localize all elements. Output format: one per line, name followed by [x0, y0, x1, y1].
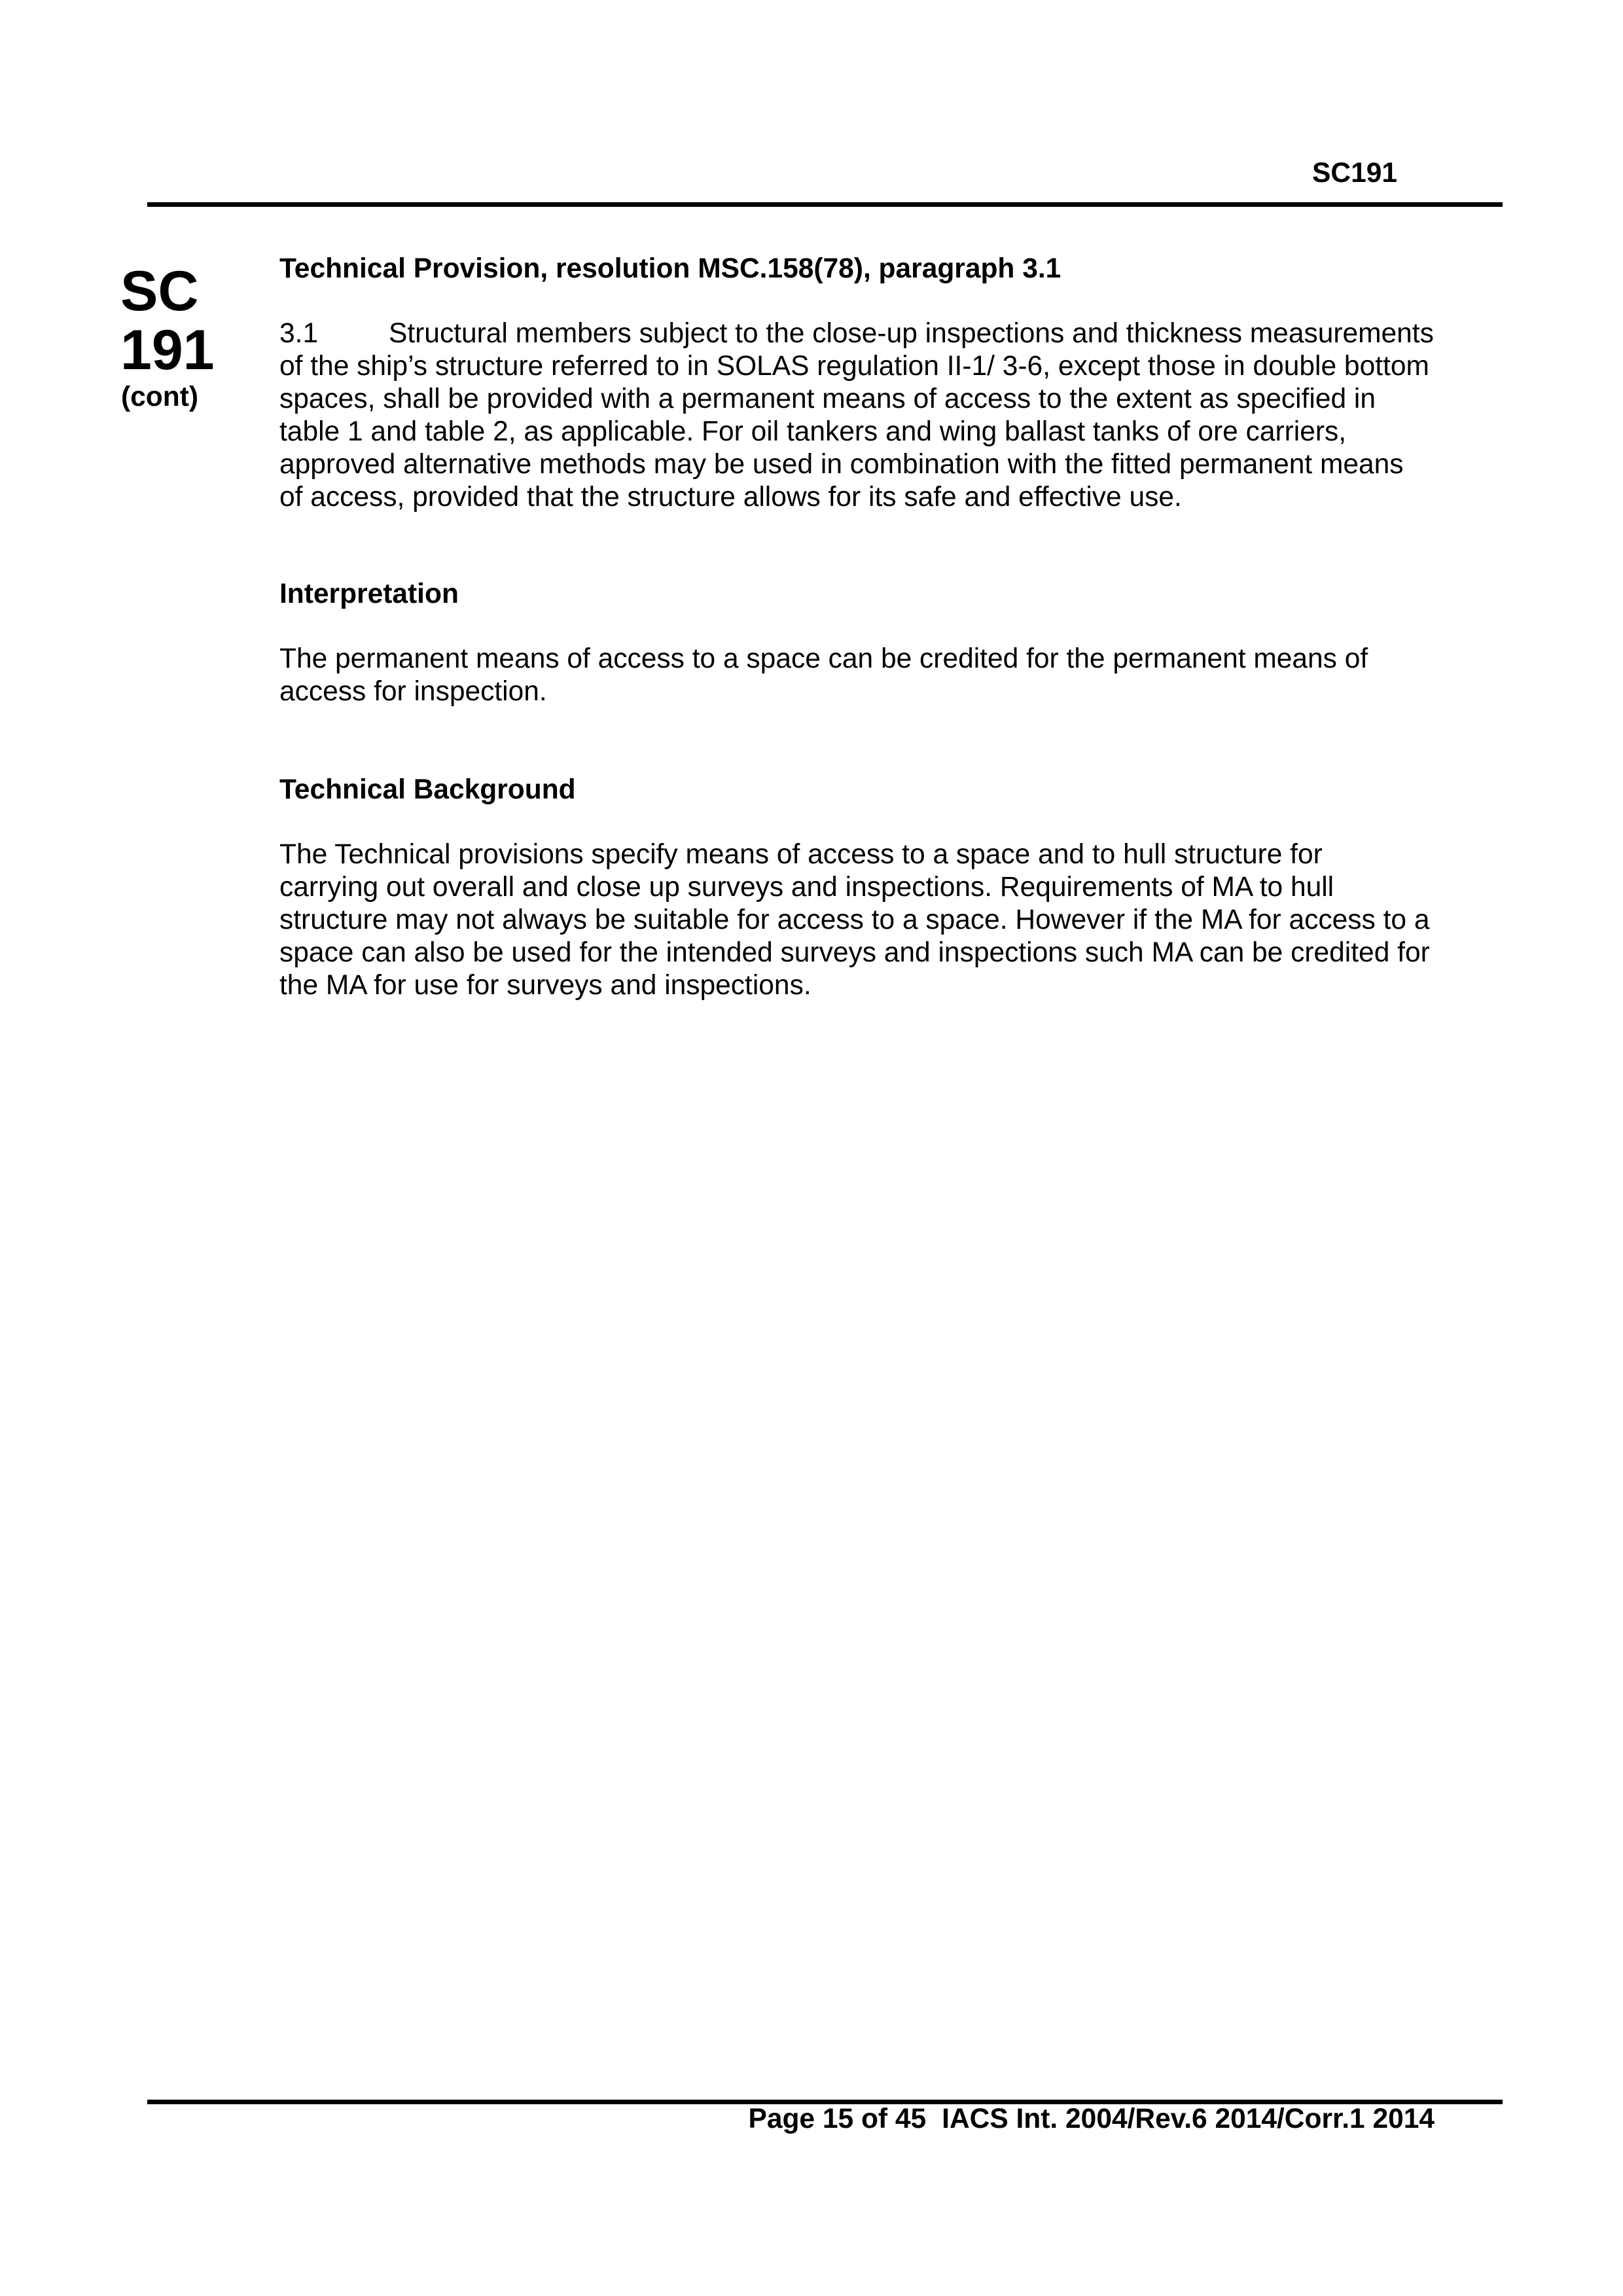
- paragraph-line: spaces, shall be provided with a permanent means of access to the extent as specified in: [279, 384, 1376, 414]
- margin-code-prefix: SC: [120, 260, 199, 323]
- paragraph-3-1: [279, 317, 1457, 514]
- section-technical-provision: [279, 253, 1457, 285]
- paragraph-first-line: [279, 317, 1457, 350]
- footer-page-number: Page 15 of 45: [748, 2104, 927, 2134]
- paragraph-line: structure may not always be suitable for access to a space. However if the MA for access to a: [279, 905, 1430, 935]
- section-technical-background: [279, 774, 1457, 806]
- paragraph-line: space can also be used for the intended surveys and inspections such MA can be credited for: [279, 937, 1430, 968]
- paragraph-line: The permanent means of access to a space can be credited for the permanent means of: [279, 643, 1368, 674]
- technical-background-paragraph: [279, 838, 1457, 1002]
- paragraph-line: the MA for use for surveys and inspections.: [279, 970, 812, 1001]
- section-heading: Technical Background: [279, 774, 576, 805]
- paragraph-line: approved alternative methods may be used in combination with the fitted permanent means: [279, 449, 1404, 480]
- interpretation-paragraph: [279, 643, 1457, 708]
- section-interpretation: [279, 578, 1457, 611]
- paragraph-line: access for inspection.: [279, 676, 547, 707]
- section-heading: Technical Provision, resolution MSC.158(78), paragraph 3.1: [279, 253, 1061, 284]
- section-heading: Interpretation: [279, 579, 459, 609]
- paragraph-line: table 1 and table 2, as applicable. For oil tankers and wing ballast tanks of ore carriers,: [279, 416, 1347, 447]
- paragraph-line: Structural members subject to the close-up inspections and thickness measurements: [389, 318, 1434, 349]
- header-document-code: SC191: [1312, 158, 1397, 188]
- header-rule: [147, 202, 1503, 207]
- paragraph-line: The Technical provisions specify means of access to a space and to hull structure for: [279, 839, 1323, 870]
- margin-continued-label: (cont): [121, 382, 199, 412]
- paragraph-number: 3.1: [279, 318, 319, 349]
- paragraph-line: carrying out overall and close up surveys and inspections. Requirements of MA to hull: [279, 872, 1334, 903]
- paragraph-line: of the ship’s structure referred to in SOLAS regulation II-1/ 3-6, except those in double bottom: [279, 351, 1429, 382]
- footer-document-reference: IACS Int. 2004/Rev.6 2014/Corr.1 2014: [942, 2104, 1435, 2134]
- page-footer: [748, 2103, 1435, 2136]
- margin-code-number: 191: [120, 319, 215, 382]
- paragraph-line: of access, provided that the structure allows for its safe and effective use.: [279, 482, 1182, 512]
